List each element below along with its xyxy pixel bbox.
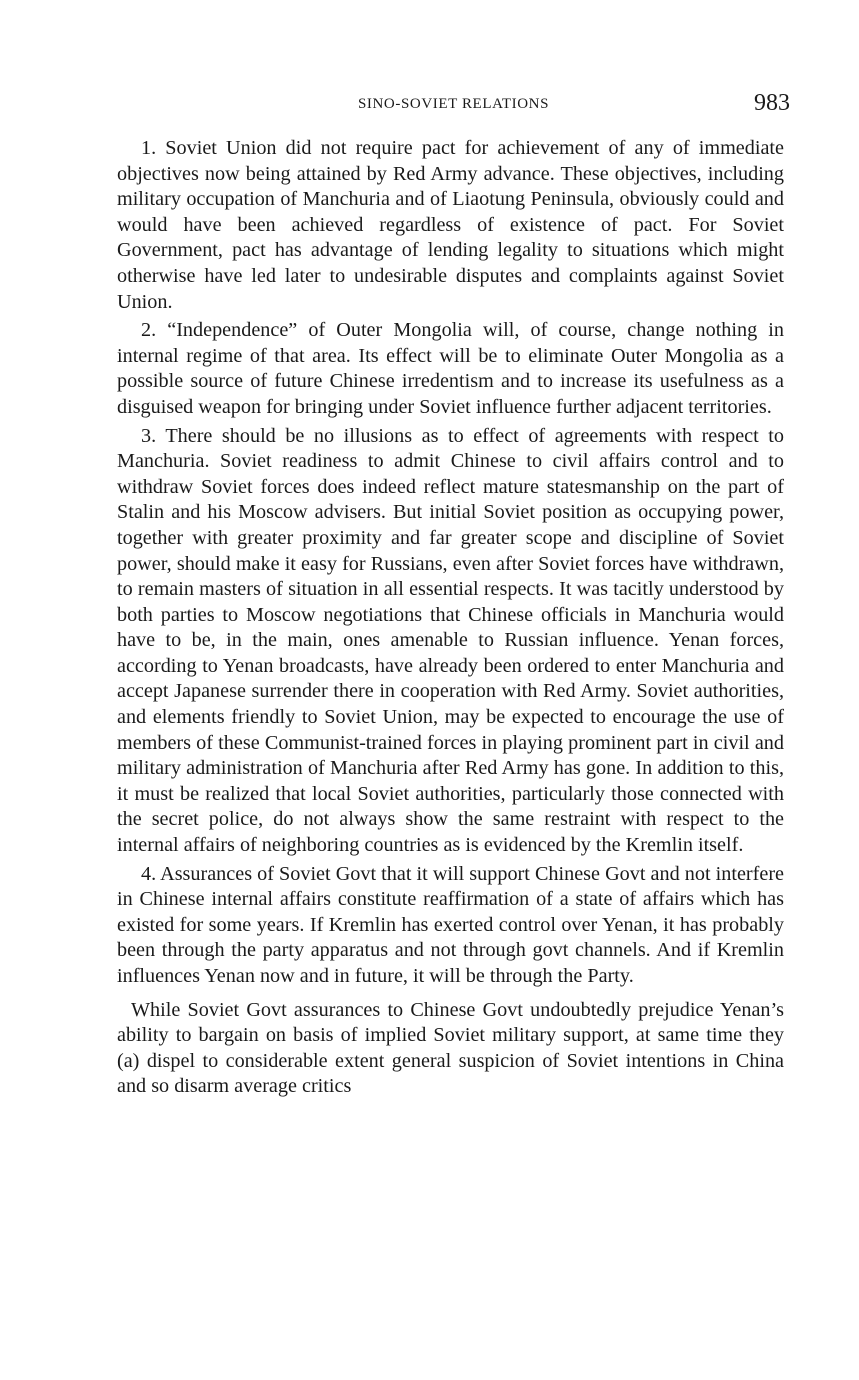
page-number: 983	[754, 90, 790, 116]
paragraph-point-4: 4. Assurances of Soviet Govt that it will support Chinese Govt and not interfere in Chinese internal affairs constitute reaffirmation of a state of affairs which has existed for some years. If Kremlin has exerted control over Yenan, it has probably been through the party apparatus and not through govt channels. And if Kremlin influences Yenan now and in future, it will be through the Party.	[117, 862, 784, 987]
paragraph-closing: While Soviet Govt assurances to Chinese Govt undoubtedly prejudice Yenan’s ability to bargain on basis of implied Soviet military support, at same time they (a) dispel to considerable extent general suspicion of Soviet intentions in China and so disarm average critics	[117, 998, 784, 1098]
paragraph-point-2: 2. “Independence” of Outer Mongolia will, of course, change nothing in internal regime of that area. Its effect will be to eliminate Outer Mongolia as a possible source of future Chinese irredentism and to increase its usefulness as a disguised weapon for bringing under Soviet influence further adjacent territories.	[117, 319, 784, 418]
running-head	[117, 90, 790, 122]
paragraph-point-3: 3. There should be no illusions as to effect of agreements with respect to Manchuria. Soviet readiness to admit Chinese to civil affairs control and to withdraw Soviet forces does indeed reflect mature statesmanship on the part of Stalin and his Moscow advisers. But initial Soviet position as occupying power, together with greater proximity and far greater scope and discipline of Soviet power, should make it easy for Russians, even after Soviet forces have withdrawn, to remain masters of situation in all essential respects. It was tacitly understood by both parties to Moscow negotiations that Chinese officials in Manchuria would have to be, in the main, ones amenable to Russian influence. Yenan forces, according to Yenan broadcasts, have already been ordered to enter Manchuria and accept Japanese surrender there in cooperation with Red Army. Soviet authorities, and elements friendly to Soviet Union, may be expected to encourage the use of members of these Communist-trained forces in playing prominent part in civil and military administration of Manchuria after Red Army has gone. In addition to this, it must be realized that local Soviet authorities, particularly those connected with the secret police, do not always show the same restraint with respect to the internal affairs of neighboring countries as is evidenced by the Kremlin itself.	[117, 424, 784, 857]
running-title: SINO-SOVIET RELATIONS	[357, 96, 550, 112]
paragraph-point-1: 1. Soviet Union did not require pact for achievement of any of immediate objectives now being attained by Red Army advance. These objectives, including military occupation of Manchuria and of Liaotung Peninsula, obviously could and would have been achieved regardless of existence of pact. For Soviet Government, pact has advantage of lending legality to situations which might otherwise have led later to undesirable disputes and complaints against Soviet Union.	[117, 137, 784, 313]
body-text	[117, 136, 784, 1103]
